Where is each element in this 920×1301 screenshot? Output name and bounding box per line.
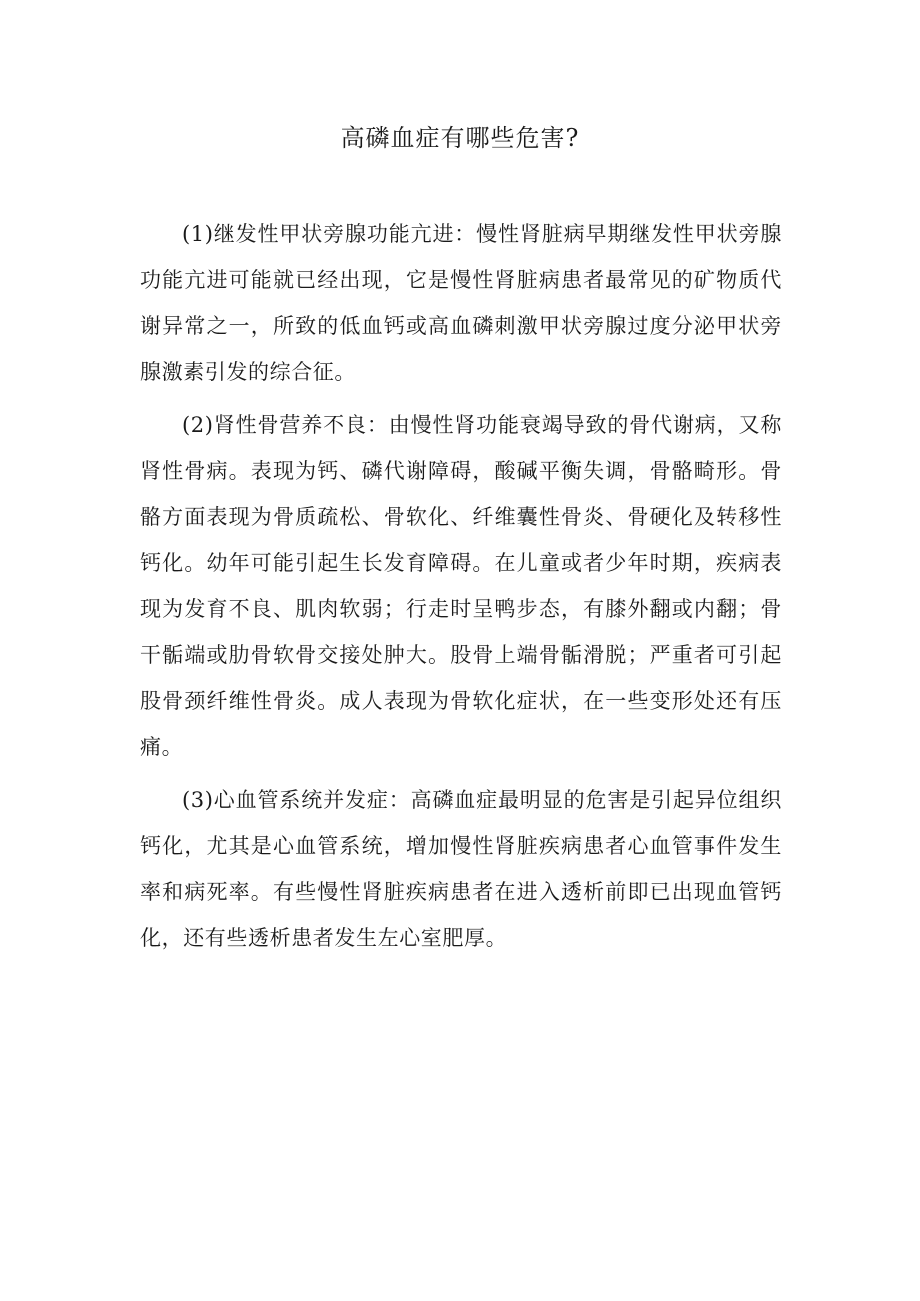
document-title: 高磷血症有哪些危害? [340,124,580,152]
paragraph-1: (1)继发性甲状旁腺功能亢进：慢性肾脏病早期继发性甲状旁腺功能亢进可能就已经出现，它是慢性肾脏病患者最常见的矿物质代谢异常之一，所致的低血钙或高血磷刺激甲状旁腺过度分泌甲状旁腺激素引发的综合征。 [140,222,782,384]
paragraph-2: (2)肾性骨营养不良：由慢性肾功能衰竭导致的骨代谢病，又称肾性骨病。表现为钙、磷代谢障碍，酸碱平衡失调，骨骼畸形。骨骼方面表现为骨质疏松、骨软化、纤维囊性骨炎、骨硬化及转移性钙化。幼年可能引起生长发育障碍。在儿童或者少年时期，疾病表现为发育不良、肌肉软弱；行走时呈鸭步态，有膝外翻或内翻；骨干骺端或肋骨软骨交接处肿大。股骨上端骨骺滑脱；严重者可引起股骨颈纤维性骨炎。成人表现为骨软化症状，在一些变形处还有压痛。 [140,413,782,759]
document-body [140,211,782,968]
paragraph-3: (3)心血管系统并发症：高磷血症最明显的危害是引起异位组织钙化，尤其是心血管系统，增加慢性肾脏疾病患者心血管事件发生率和病死率。有些慢性肾脏疾病患者在进入透析前即已出现血管钙化，还有些透析患者发生左心室肥厚。 [140,788,782,950]
